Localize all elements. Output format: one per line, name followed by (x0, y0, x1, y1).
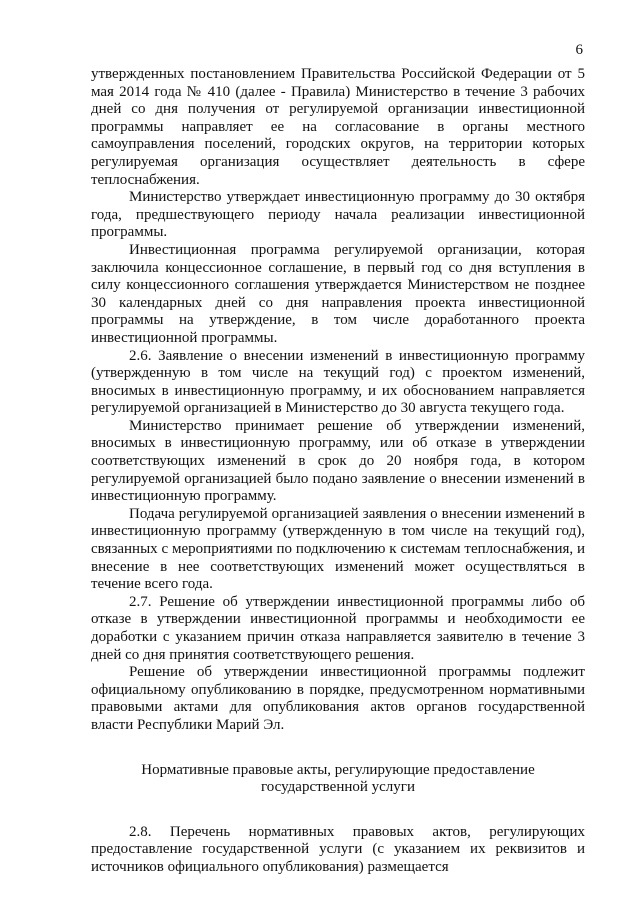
paragraph-2-7-decision-notice: 2.7. Решение об утверждении инвестиционной программы либо об отказе в утверждении инвестиционной программы и необходимости ее доработки с указанием причин отказа направляется заявителю в течение 3 дней со дня принятия соответствующего решения. (91, 593, 585, 663)
paragraph-concession-agreement: Инвестиционная программа регулируемой организации, которая заключила концессионное соглашение, в первый год со дня вступления в силу концессионного соглашения утверждается Министерством не позднее 30 календарных дней со дня направления проекта инвестиционной программы на утверждение, в том числе доработанного проекта инвестиционной программы. (91, 241, 585, 346)
paragraph-approval-deadline: Министерство утверждает инвестиционную программу до 30 октября года, предшествующего периоду начала реализации инвестиционной программы. (91, 189, 585, 241)
section-heading-line-2: государственной услуги (261, 779, 415, 796)
paragraph-official-publication: Решение об утверждении инвестиционной программы подлежит официальному опубликованию в порядке, предусмотренном нормативными правовыми актами для опубликования актов органов государственной власти Республики Марий Эл. (91, 664, 585, 733)
paragraph-connection-changes: Подача регулируемой организацией заявления о внесении изменений в инвестиционную программу (утвержденную в том числе на текущий год), связанных с мероприятиями по подключению к системам теплоснабжения, и внесение в нее соответствующих изменений может осуществляться в течение всего года. (91, 505, 585, 593)
section-spacer (91, 735, 585, 762)
section-heading-line-1: Нормативные правовые акты, регулирующие предоставление (141, 761, 535, 778)
document-body (91, 66, 585, 877)
paragraph-2-8-legal-acts-list: 2.8. Перечень нормативных правовых актов, регулирующих предоставление государственной услуги (с указанием их реквизитов и источников официального опубликования) размещается (91, 823, 585, 875)
section-heading (91, 762, 585, 797)
paragraph-2-6-change-application: 2.6. Заявление о внесении изменений в инвестиционную программу (утвержденную в том числе на текущий год) с проектом изменений, вносимых в инвестиционную программу, и их обоснованием направляется регулируемой организацией в Министерство до 30 августа текущего года. (91, 347, 585, 417)
page-number: 6 (575, 42, 583, 58)
section-spacer (91, 797, 585, 824)
paragraph-continuation-rules: утвержденных постановлением Правительства Российской Федерации от 5 мая 2014 года № 410 (далее - Правила) Министерство в течение 3 рабочих дней со дня получения от регулируемой организации инвестиционной программы направляет ее на согласование в органы местного самоуправления поселений, городских округов, на территории которых регулируемая организация осуществляет деятельность в сфере теплоснабжения. (91, 66, 585, 188)
paragraph-ministry-decision: Министерство принимает решение об утверждении изменений, вносимых в инвестиционную программу, или об отказе в утверждении соответствующих изменений в срок до 20 ноября года, в котором регулируемой организацией было подано заявление о внесении изменений в инвестиционную программу. (91, 417, 585, 505)
